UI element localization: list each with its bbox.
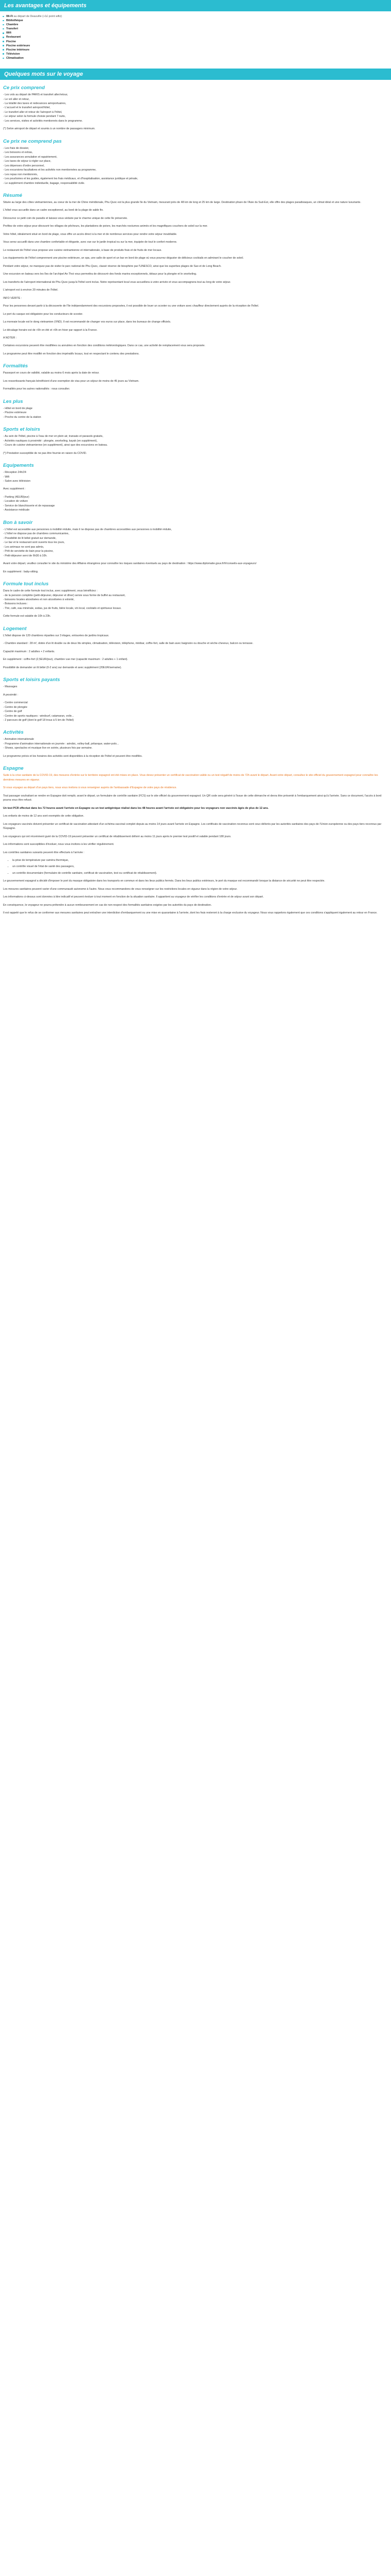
amenity-detail: au départ de Deauville (+1£ point wifiz) (13, 15, 62, 18)
amenity-item (2, 27, 391, 31)
section-paragraph: Les équipements de l'hôtel comprennent une piscine extérieure, un spa, une salle de sport et un bar en bord de plage où vous pourrez déguster de délicieux cocktails en admirant le coucher de soleil. (3, 257, 244, 260)
amenity-item (2, 40, 391, 44)
section-heading-espagne: Espagne (3, 766, 24, 772)
section-heading-sports-et-loisirs-payants: Sports et loisirs payants (3, 677, 60, 683)
section-heading-ce-prix-ne-comprend-pas: Ce prix ne comprend pas (3, 138, 62, 144)
section-paragraph: - Parking (4EUR/jour) - Location de voiture - Service de blanchisserie et de repassage - Assistance médicale (3, 495, 55, 512)
section-paragraph: Le port du casque est obligatoire pour les conducteurs de scooter. (3, 312, 83, 316)
section-paragraph: Les contrôles sanitaires suivants peuvent être effectués à l'arrivée : (3, 851, 85, 854)
section-paragraph: Votre hôtel, idéalement situé en bord de plage, vous offre un accès direct à la mer et de nombreux services pour rendre votre séjour inoubliable. (3, 232, 177, 236)
amenity-item (2, 19, 391, 23)
section-paragraph: Tout passager souhaitant se rendre en Espagne doit remplir, avant le départ, un formulaire de contrôle sanitaire (FCS) sur le site officiel du gouvernement espagnol. Un QR code sera généré à l'issue de cette démarche et devra être présenté à l'embarquement ainsi qu'à l'arrivée. Sans ce document, l'accès à bord pourra vous être refusé. (3, 794, 382, 802)
section-paragraph: Vous serez accueilli dans une chambre confortable et élégante, avec vue sur le jardin tropical ou sur la mer, équipée de tout le confort moderne. (3, 241, 177, 244)
amenity-label: Restaurant (6, 36, 21, 39)
section-paragraph: Possibilité de demander un lit bébé (0-2 ans) sur demande et avec supplément (20EUR/semaine). (3, 666, 122, 669)
section-paragraph: Cette formule est valable de 10h à 23h. (3, 615, 51, 618)
section-paragraph: Pendant votre séjour, ne manquez pas de visiter le parc national de Phu Quoc, classé réserve de biosphère par l'UNESCO, ainsi que les superbes plages de Sao et de Long Beach. (3, 264, 222, 268)
section-paragraph: A NOTER : (3, 336, 17, 340)
section-paragraph: Formalités pour les autres nationalités : nous consulter. (3, 387, 70, 391)
section-heading-ce-prix-comprend: Ce prix comprend (3, 85, 45, 91)
amenity-item (2, 56, 391, 60)
trip-content (0, 80, 391, 916)
section-paragraph: Avec supplément : (3, 487, 26, 491)
amenity-label: Transfert (6, 27, 19, 31)
section-paragraph: - Hôtel en bord de plage - Piscine extérieure - Proche du centre de la station (3, 406, 41, 419)
amenity-label: Télévision (6, 52, 20, 56)
section-paragraph: L'aéroport est à environ 20 minutes de l'hôtel. (3, 289, 58, 292)
section-heading-logement: Logement (3, 625, 27, 632)
section-paragraph: Si vous voyagez au départ d'un pays tiers, nous vous invitons à vous renseigner auprès de l'ambassade d'Espagne de votre pays de résidence. (3, 786, 177, 790)
section-paragraph: Les informations ci-dessus sont données à titre indicatif et peuvent évoluer à tout moment en fonction de la situation sanitaire. Il appartient au voyageur de vérifier les conditions d'entrée et de séjour avant son départ. (3, 895, 264, 899)
bullet-item: • un contrôle visuel de l'état de santé des passagers, (12, 865, 386, 869)
amenity-item (2, 31, 391, 35)
amenity-item (2, 14, 391, 19)
section-paragraph: Les voyageurs vaccinés doivent présenter un certificat de vaccination attestant d'un schéma vaccinal complet depuis au moins 14 jours avant l'arrivée en Espagne. Les certificats de vaccination reconnus sont ceux délivrés par les autorités sanitaires des pays de l'Union européenne ou des pays tiers reconnus par l'Espagne. (3, 822, 382, 831)
section-paragraph: Les voyageurs qui ont récemment guéri de la COVID-19 peuvent présenter un certificat de rétablissement délivré au moins 11 jours après le premier test positif et valable pendant 180 jours. (3, 835, 232, 838)
section-paragraph: Le décalage horaire est de +5h en été et +6h en hiver par rapport à la France. (3, 328, 97, 332)
section-paragraph: L'hôtel dispose de 120 chambres réparties sur 3 étages, entourées de jardins tropicaux. (3, 634, 109, 637)
section-paragraph: - L'hôtel est accessible aux personnes à mobilité réduite, mais il ne dispose pas de chambres accessibles aux personnes à mobilité réduite, - L'hôtel ne dispose pas de chambres communicantes, - Possibilité de lit bébé gratuit sur demande, - Le bar et le restaurant sont ouverts tous les jours, - Les animaux ne sont pas admis, - Prêt de serviette de bain pour la piscine, - Petit-déjeuner servi de 6h30 à 10h. (3, 528, 172, 557)
section-heading-formalites: Formalités (3, 363, 28, 369)
section-paragraph: - Animation internationale - Programme d'animation internationale en journée : aérobic, volley-ball, pétanque, water-polo... - Shows, spectacles et musique live en soirée, plusieurs fois par semaine. (3, 738, 119, 750)
section-paragraph: A proximité : (3, 693, 19, 697)
section-paragraph: (*) Prestation susceptible de ne pas être fournie en raison du COVID. (3, 451, 87, 455)
section-paragraph: Capacité maximum : 2 adultes + 2 enfants. (3, 650, 55, 653)
section-paragraph: En supplément : coffre-fort (2,5EUR/jour), chambre vue mer (capacité maximum : 2 adultes + 1 enfant). (3, 658, 128, 662)
section-paragraph: Une excursion en bateau vers les îles de l'archipel An Thoi vous permettra de découvrir des fonds marins exceptionnels, idéaux pour la plongée et le snorkeling. (3, 273, 197, 276)
section-paragraph: - Massages (3, 685, 18, 689)
section-paragraph: Pour les personnes devant partir à la découverte de l'île indépendamment des excursions proposées, il est possible de louer un scooter ou une voiture avec chauffeur directement auprès de la réception de l'hôtel. (3, 304, 259, 308)
amenity-label: Wifi (6, 31, 11, 35)
section-paragraph: - Les vols au départ de PARIS et transfert aller/retour, - Le vol aller et retour, - La totalité des taxes et redevances aéroportuaires, - L'accueil et le transfert aéroport/hôtel, - Le transfert aller et retour de l'aéroport à l'hôtel, - Le séjour selon la formule choisie pendant 7 nuits, - Les services, visites et activités mentionnés dans le programme. (3, 93, 83, 123)
section-paragraph: En supplément : baby-sitting. (3, 570, 39, 573)
section-paragraph: INFO VERITE : (3, 296, 22, 300)
section-paragraph: Le gouvernement espagnol a décidé d'imposer le port du masque obligatoire dans les transports en commun et dans les lieux publics fermés. Dans les lieux publics extérieurs, le port du masque est recommandé lorsque la distance de sécurité ne peut être respectée. (3, 879, 325, 883)
section-paragraph: Découvrez ce petit coin de paradis et laissez-vous séduire par le charme unique de cette île préservée. (3, 216, 128, 220)
section-heading-formule-tout-inclus: Formule tout inclus (3, 581, 49, 587)
amenity-label: Climatisation (6, 56, 24, 60)
section-paragraph: Les enfants de moins de 12 ans sont exemptés de cette obligation. (3, 815, 84, 818)
amenity-label: Bibliothèque (6, 19, 23, 23)
section-heading-equipements: Equipements (3, 463, 34, 469)
section-heading-bon-a-savoir: Bon à savoir (3, 519, 33, 526)
amenity-item (2, 48, 391, 52)
amenity-item (2, 23, 391, 27)
amenity-label: Chambre (6, 23, 19, 27)
amenity-item (2, 52, 391, 56)
section-heading-resume: Résumé (3, 193, 22, 198)
section-paragraph: - Centre commercial - Centre de plongée - Centre de golf - Centre de sports nautiques : windsurf, catamaran, voile... - 2 parcours de golf (dont le golf 18 trous à 5 km de l'hôtel) (3, 701, 74, 722)
section-paragraph: Les mesures sanitaires peuvent varier d'une communauté autonome à l'autre. Nous vous recommandons de vous renseigner sur les restrictions locales en vigueur dans la région de votre séjour. (3, 887, 238, 891)
section-paragraph: L'hôtel vous accueille dans un cadre exceptionnel, au bord de la plage de sable fin. (3, 209, 104, 212)
section-paragraph: - Chambre standard : 28 m², dotée d'un lit double ou de deux lits simples, climatisation, télévision, téléphone, minibar, coffre-fort, salle de bain avec baignoire ou douche et sèche-cheveux, balcon ou terrasse. (3, 642, 253, 646)
amenity-label: Wi-Fi (6, 15, 13, 18)
section-paragraph: - Au sein de l'hôtel, piscine à l'eau de mer en plein air, transats et parasols gratuits, - Activités nautiques à proximité : plongée, snorkeling, kayak (en supplément), - Cours de cuisine vietnamienne (en supplément), ainsi que des excursions en bateau. (3, 435, 108, 447)
section-paragraph: Il est rappelé que le refus de se conformer aux mesures sanitaires peut entraîner une interdiction d'embarquement ou une mise en quarantaine à l'arrivée, dont les frais resteront à la charge exclusive du voyageur. Nous vous rappelons également que ces conditions s'appliquent également au retour en France. (3, 911, 378, 915)
section-bullet-list (3, 858, 386, 875)
section-paragraph: Dans le cadre de cette formule tout inclus, avec supplément, vous bénéficiez : - de la pension complète (petit-déjeuner, déjeuner et dîner) servie sous forme de buffet au restaurant, - boissons locales alcoolisées et non alcoolisées à volonté, - Boissons incluses : - Thé, café, eau minérale, sodas, jus de fruits, bière locale, vin local, cocktails et spiritueux locaux. (3, 589, 126, 610)
section-heading-activites: Activités (3, 730, 24, 736)
amenity-label: Piscine intérieure (6, 48, 29, 52)
section-paragraph: Suite à la crise sanitaire de la COVID-19, des mesures d'entrée sur le territoire espagnol ont été mises en place. Vous devez présenter un certificat de vaccination valide ou un test négatif de moins de 72h avant le départ. Avant votre départ, consultez le site officiel du gouvernement espagnol pour connaître les dernières mesures en vigueur. (3, 774, 378, 782)
section-paragraph: Certaines excursions peuvent être modifiées ou annulées en fonction des conditions météorologiques. Dans ce cas, une activité de remplacement vous sera proposée. (3, 344, 205, 348)
amenity-item (2, 35, 391, 39)
amenities-title: Les avantages et équipements (0, 0, 391, 11)
section-paragraph: Située au large des côtes vietnamiennes, au coeur de la mer de Chine méridionale, Phu Quoc est la plus grande île du Vietnam, mesurant près de 48 km de long et 25 km de large. Destination phare de l'Asie du Sud-Est, elle offre des plages paradisiaques, un climat idéal et une nature luxuriante. (3, 201, 361, 204)
section-paragraph: Le programme peut être modifié en fonction des impératifs locaux, tout en respectant le contenu des prestations. (3, 352, 140, 355)
section-paragraph: Le programme précis et les horaires des activités sont disponibles à la réception de l'hôtel et peuvent être modifiés. (3, 754, 143, 758)
section-paragraph: Les ressortissants français bénéficient d'une exemption de visa pour un séjour de moins de 45 jours au Vietnam. (3, 379, 139, 383)
section-paragraph: - Les frais de dossier, - Les boissons et extras, - Les assurances annulation et rapatriement, - Les taxes de séjour à régler sur place, - Les dépenses d'ordre personnel, - Les excursions facultatives et les activités non mentionnées au programme, - Les repas non mentionnés, - Les pourboires et les guides, également les frais médicaux, et d'hospitalisation, assistance juridique et pénale, - Le supplément chambre individuelle, bagage, responsabilité civile. (3, 146, 138, 185)
section-paragraph: En conséquence, le voyageur ne pourra prétendre à aucun remboursement en cas de non-respect des formalités sanitaires exigées par les autorités du pays de destination. (3, 903, 212, 907)
amenity-label: Piscine (6, 40, 16, 43)
section-heading-les-plus: Les plus (3, 398, 23, 404)
section-paragraph: Un test PCR effectué dans les 72 heures avant l'arrivée en Espagne ou un test antigénique réalisé dans les 48 heures avant l'arrivée est obligatoire pour les voyageurs non vaccinés âgés de plus de 12 ans. (3, 806, 269, 810)
section-paragraph: (*) Selon aéroport de départ et soumis à un nombre de passagers minimum. (3, 127, 95, 131)
section-paragraph: Profitez de votre séjour pour découvrir les villages de pêcheurs, les plantations de poivre, les marchés nocturnes animés et les magnifiques couchers de soleil sur la mer. (3, 225, 208, 228)
trip-title: Quelques mots sur le voyage (0, 69, 391, 80)
section-paragraph: Les transferts de l'aéroport international de Phu Quoc jusqu'à l'hôtel sont inclus. Notre représentant local vous accueillera à votre arrivée et vous accompagnera tout au long de votre séjour. (3, 280, 231, 284)
section-paragraph: - Réception 24h/24 - Wifi - Salon avec télévision (3, 471, 30, 483)
section-paragraph: La monnaie locale est le dong vietnamien (VND). Il est recommandé de changer vos euros sur place, dans les bureaux de change officiels. (3, 320, 171, 324)
amenity-item (2, 44, 391, 48)
section-paragraph: Le restaurant de l'hôtel vous propose une cuisine vietnamienne et internationale, à base de produits frais et de fruits de mer locaux. (3, 248, 162, 252)
amenities-list (0, 14, 391, 60)
bullet-item: • un contrôle documentaire (formulaire de contrôle sanitaire, certificat de vaccination, test ou certificat de rétablissement). (12, 871, 386, 875)
section-heading-sports-et-loisirs: Sports et loisirs (3, 427, 40, 433)
bullet-item: • la prise de température par caméra thermique, (12, 858, 386, 862)
section-paragraph: Les informations sont susceptibles d'évoluer, nous vous invitons à les vérifier régulièrement. (3, 843, 115, 846)
page (0, 0, 391, 929)
section-paragraph: Passeport en cours de validité, valable au moins 6 mois après la date de retour. (3, 371, 100, 375)
page-end-spacer (0, 919, 391, 929)
section-paragraph: Avant votre départ, veuillez consulter le site du ministère des Affaires étrangères pour connaître les risques sanitaires éventuels au pays de destination : https://www.diplomatie.gouv.fr/fr/conseils-aux-voyageurs/ (3, 562, 257, 566)
amenity-label: Piscine extérieure (6, 44, 30, 47)
